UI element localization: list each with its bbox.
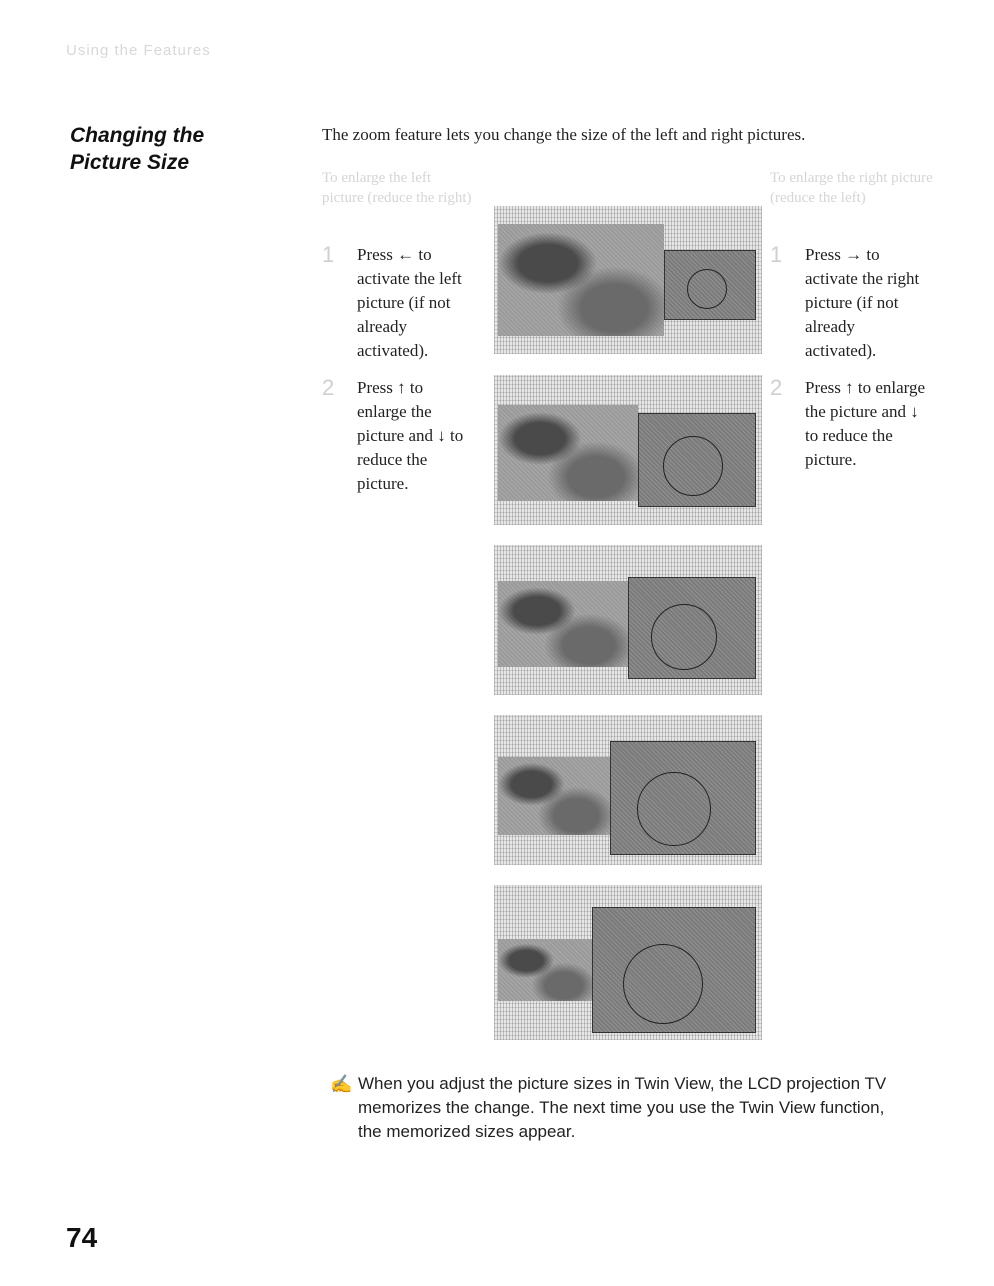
- line: picture.: [805, 450, 857, 469]
- line: Press ↑ to: [357, 378, 424, 397]
- twin-view-screen-1: [494, 206, 762, 354]
- right-step1-number: 1: [770, 242, 783, 267]
- line: activate the right: [805, 269, 920, 288]
- right-picture: [664, 250, 756, 320]
- line: already: [357, 317, 408, 336]
- left-column-heading: To enlarge the left picture (reduce the right): [322, 170, 472, 206]
- line: to reduce the: [805, 426, 893, 445]
- twin-view-screen-2: [494, 375, 762, 525]
- intro-text: The zoom feature lets you change the size of the left and right pictures.: [322, 125, 806, 144]
- right-picture: [592, 907, 756, 1033]
- pencil-note-icon: ✍: [330, 1074, 353, 1094]
- line: picture.: [357, 474, 409, 493]
- twin-view-screen-4: [494, 715, 762, 865]
- line: activate the left: [357, 269, 462, 288]
- line: the picture and ↓: [805, 402, 919, 421]
- line: Press ← to: [357, 245, 432, 264]
- left-picture: [498, 224, 664, 336]
- left-step1-number: 1: [322, 242, 335, 267]
- note-line: the memorized sizes appear.: [358, 1122, 576, 1141]
- ball-image: [663, 436, 723, 496]
- note-line: memorizes the change. The next time you use the Twin View function,: [358, 1098, 885, 1117]
- right-step2-number: 2: [770, 375, 783, 400]
- left-picture: [498, 581, 628, 667]
- line: activated).: [805, 341, 877, 360]
- ball-image: [651, 604, 717, 670]
- page-number: 74: [66, 1222, 98, 1253]
- line: picture (if not: [357, 293, 451, 312]
- line: picture (if not: [805, 293, 899, 312]
- right-picture: [628, 577, 756, 679]
- right-column-heading: To enlarge the right picture (reduce the left): [770, 170, 933, 206]
- running-header: Using the Features: [66, 42, 211, 59]
- left-picture: [498, 405, 638, 501]
- note-text: [358, 1072, 938, 1144]
- note-line: When you adjust the picture sizes in Twin View, the LCD projection TV: [358, 1074, 887, 1093]
- line: Press → to: [805, 245, 880, 264]
- left-picture: [498, 939, 592, 1001]
- line: already: [805, 317, 856, 336]
- ball-image: [687, 269, 727, 309]
- left-step1-text: [357, 243, 487, 363]
- section-title: Changing the Picture Size: [70, 124, 205, 174]
- line: Press ↑ to enlarge: [805, 378, 926, 397]
- right-picture: [638, 413, 756, 507]
- left-picture: [498, 757, 610, 835]
- ball-image: [637, 772, 711, 846]
- right-step1-text: [805, 243, 955, 363]
- twin-view-screen-5: [494, 885, 762, 1040]
- line: picture and ↓ to: [357, 426, 464, 445]
- left-step2-number: 2: [322, 375, 335, 400]
- right-step2-text: [805, 376, 955, 472]
- line: activated).: [357, 341, 429, 360]
- ball-image: [623, 944, 703, 1024]
- line: reduce the: [357, 450, 428, 469]
- line: enlarge the: [357, 402, 432, 421]
- right-picture: [610, 741, 756, 855]
- twin-view-screen-3: [494, 545, 762, 695]
- left-step2-text: [357, 376, 487, 496]
